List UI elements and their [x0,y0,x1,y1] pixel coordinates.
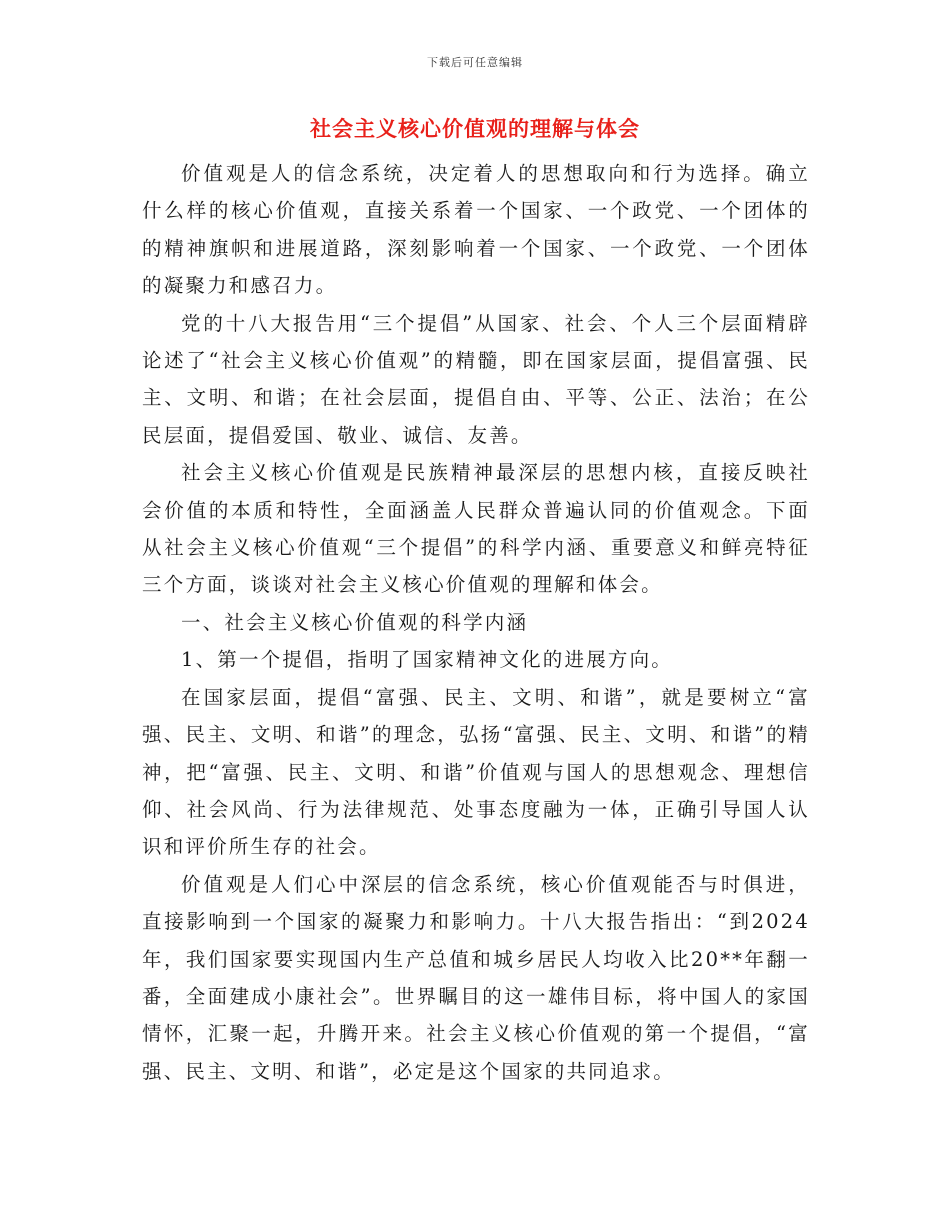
document-body [142,155,810,1090]
subsection-heading: 1、第一个提倡，指明了国家精神文化的进展方向。 [181,648,674,672]
header-note: 下载后可任意编辑 [427,56,523,69]
paragraph: 党的十八大报告用“三个提倡”从国家、社会、个人三个层面精辟论述了“社会主义核心价值观”的精髓，即在国家层面，提倡富强、民主、文明、和谐；在社会层面，提倡自由、平等、公正、法治；在公民层面，提倡爱国、敬业、诚信、友善。 [142,311,810,447]
document-title: 社会主义核心价值观的理解与体会 [310,116,640,141]
paragraph: 价值观是人们心中深层的信念系统，核心价值观能否与时俱进，直接影响到一个国家的凝聚力和影响力。十八大报告指出：“到2024年，我们国家要实现国内生产总值和城乡居民人均收入比20**年翻一番，全面建成小康社会”。世界瞩目的这一雄伟目标，将中国人的家国情怀，汇聚一起，升腾开来。社会主义核心价值观的第一个提倡，“富强、民主、文明、和谐”，必定是这个国家的共同追求。 [142,872,810,1083]
section-heading: 一、社会主义核心价值观的科学内涵 [181,610,529,634]
paragraph: 社会主义核心价值观是民族精神最深层的思想内核，直接反映社会价值的本质和特性，全面涵盖人民群众普遍认同的价值观念。下面从社会主义核心价值观“三个提倡”的科学内涵、重要意义和鲜亮特征三个方面，谈谈对社会主义核心价值观的理解和体会。 [142,461,810,597]
paragraph: 价值观是人的信念系统，决定着人的思想取向和行为选择。确立什么样的核心价值观，直接关系着一个国家、一个政党、一个团体的的精神旗帜和进展道路，深刻影响着一个国家、一个政党、一个团体的凝聚力和感召力。 [142,162,810,298]
paragraph: 在国家层面，提倡“富强、民主、文明、和谐”，就是要树立“富强、民主、文明、和谐”的理念，弘扬“富强、民主、文明、和谐”的精神，把“富强、民主、文明、和谐”价值观与国人的思想观念、理想信仰、社会风尚、行为法律规范、处事态度融为一体，正确引导国人认识和评价所生存的社会。 [142,685,810,859]
